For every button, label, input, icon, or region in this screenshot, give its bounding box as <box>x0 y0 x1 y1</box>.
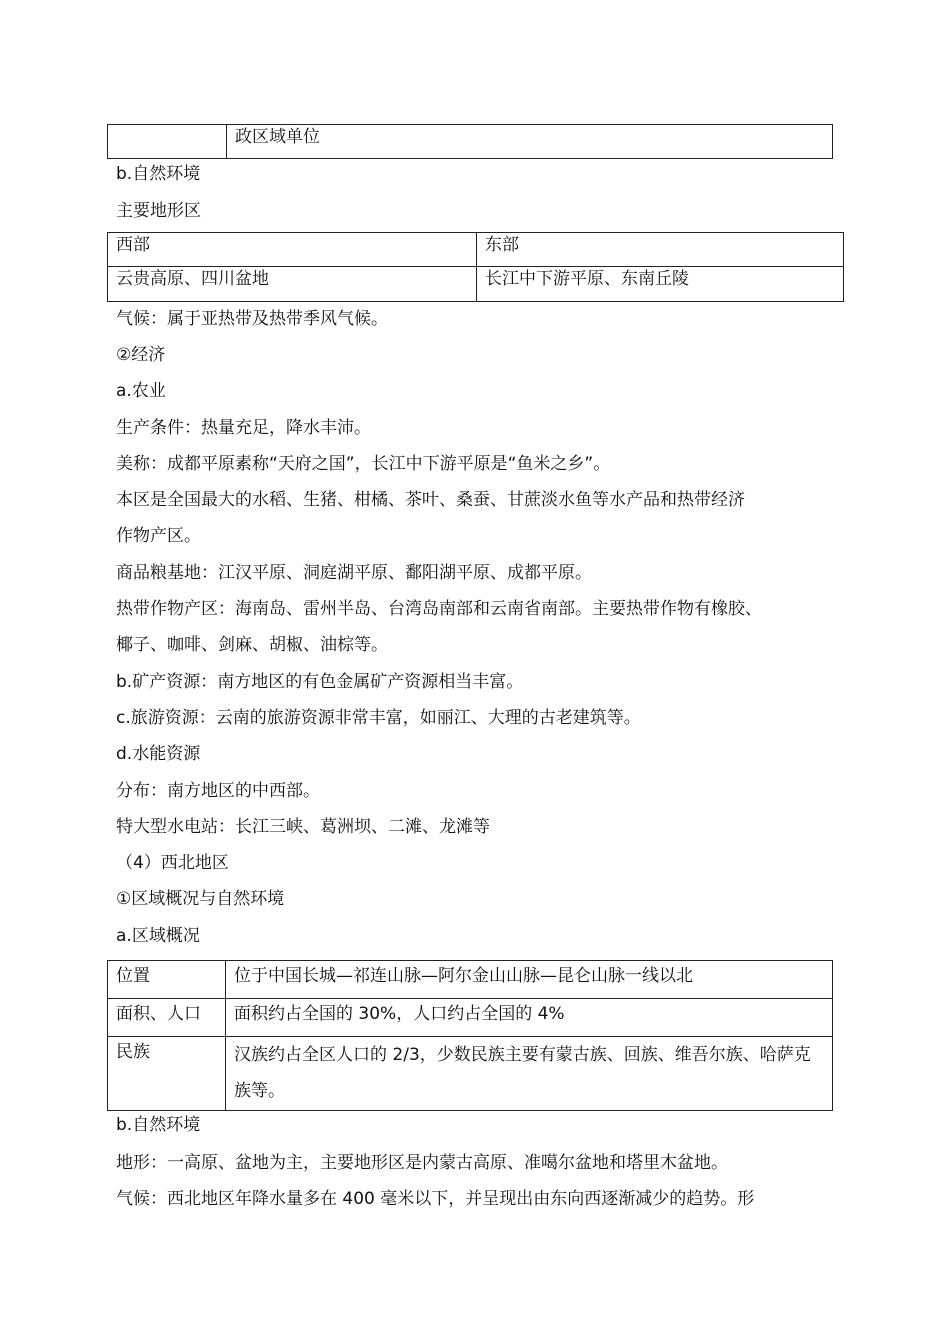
table-cell: 云贵高原、四川盆地 <box>108 267 477 302</box>
paragraph: b.矿产资源：南方地区的有色金属矿产资源相当丰富。 <box>116 672 524 692</box>
paragraph: c.旅游资源：云南的旅游资源非常丰富，如丽江、大理的古老建筑等。 <box>116 708 641 728</box>
table-key-cell: 民族 <box>108 1037 226 1111</box>
paragraph: 主要地形区 <box>116 201 201 221</box>
table-key-cell: 位置 <box>108 961 226 999</box>
table-terrain <box>107 232 844 302</box>
paragraph: 作物产区。 <box>116 526 201 546</box>
section-heading: ①区域概况与自然环境 <box>116 889 285 909</box>
section-heading: a.农业 <box>116 381 166 401</box>
table-key-cell: 面积、人口 <box>108 999 226 1037</box>
section-heading: ②经济 <box>116 345 166 365</box>
table-value-cell: 位于中国长城—祁连山脉—阿尔金山山脉—昆仑山脉一线以北 <box>226 961 833 999</box>
paragraph: 生产条件：热量充足，降水丰沛。 <box>116 418 371 438</box>
table-cell <box>108 125 227 159</box>
table-header-cell: 东部 <box>477 233 844 267</box>
table-header-cell: 西部 <box>108 233 477 267</box>
paragraph: 椰子、咖啡、剑麻、胡椒、油棕等。 <box>116 635 388 655</box>
paragraph: 商品粮基地：江汉平原、洞庭湖平原、鄱阳湖平原、成都平原。 <box>116 563 592 583</box>
table-cell: 长江中下游平原、东南丘陵 <box>477 267 844 302</box>
table-cell: 政区域单位 <box>227 125 833 159</box>
table-region-overview <box>107 960 833 1111</box>
paragraph: 气候：属于亚热带及热带季风气候。 <box>116 309 388 329</box>
section-heading: a.区域概况 <box>116 926 200 946</box>
paragraph: 热带作物产区：海南岛、雷州半岛、台湾岛南部和云南省南部。主要热带作物有橡胶、 <box>116 599 762 619</box>
table-value-cell: 汉族约占全区人口的 2/3，少数民族主要有蒙古族、回族、维吾尔族、哈萨克族等。 <box>226 1037 833 1111</box>
table-region-unit <box>107 124 833 159</box>
table-value-cell: 面积约占全国的 30%，人口约占全国的 4% <box>226 999 833 1037</box>
paragraph: 分布：南方地区的中西部。 <box>116 781 320 801</box>
paragraph: 本区是全国最大的水稻、生猪、柑橘、茶叶、桑蚕、甘蔗淡水鱼等水产品和热带经济 <box>116 490 745 510</box>
section-heading: d.水能资源 <box>116 744 201 764</box>
paragraph: 气候：西北地区年降水量多在 400 毫米以下，并呈现出由东向西逐渐减少的趋势。形 <box>116 1189 755 1209</box>
paragraph: 美称：成都平原素称“天府之国”，长江中下游平原是“鱼米之乡”。 <box>116 454 611 474</box>
section-heading: （4）西北地区 <box>116 853 229 873</box>
section-heading: b.自然环境 <box>116 1115 201 1135</box>
paragraph: 特大型水电站：长江三峡、葛洲坝、二滩、龙滩等 <box>116 817 490 837</box>
section-heading: b.自然环境 <box>116 164 201 184</box>
paragraph: 地形：一高原、盆地为主，主要地形区是内蒙古高原、准噶尔盆地和塔里木盆地。 <box>116 1153 728 1173</box>
